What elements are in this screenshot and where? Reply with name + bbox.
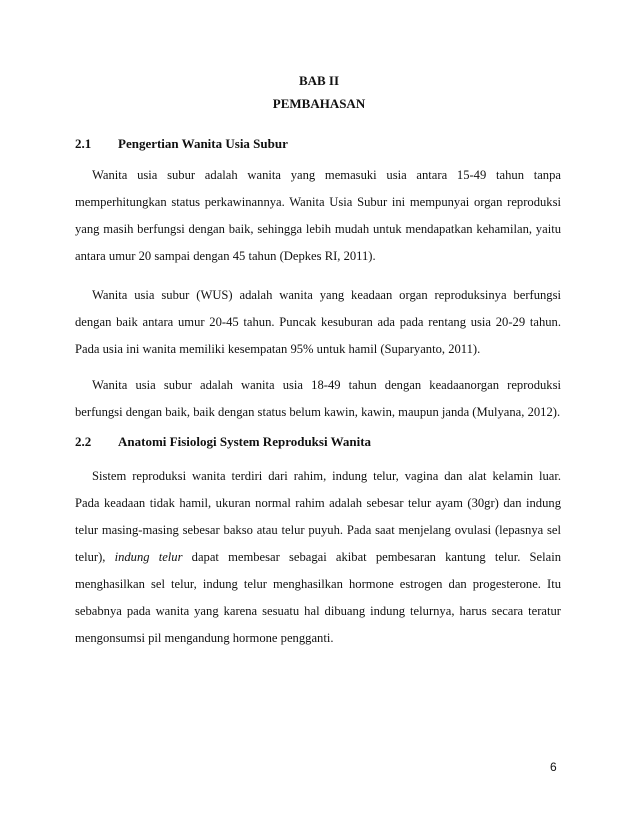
- paragraph: [75, 375, 561, 429]
- paragraph: [75, 466, 561, 655]
- section-heading: [75, 136, 288, 152]
- paragraph-line: menghasilkan sel telur, indung telur menghasilkan hormone estrogen dan progesterone. Itu: [75, 577, 561, 591]
- text-span: dapat membesar sebagai akibat pembesaran kantung telur. Selain: [191, 550, 561, 564]
- paragraph-line: Sistem reproduksi wanita terdiri dari rahim, indung telur, vagina dan alat kelamin luar.: [92, 469, 561, 483]
- paragraph-line: sebabnya pada wanita yang karena sesuatu hal dibuang indung telurnya, harus secara teratur: [75, 604, 561, 618]
- paragraph-line: dengan baik antara umur 20-45 tahun. Puncak kesuburan ada pada rentang usia 20-29 tahun.: [75, 315, 561, 329]
- section-title: Anatomi Fisiologi System Reproduksi Wanita: [118, 434, 372, 449]
- paragraph-line: Pada keadaan tidak hamil, ukuran normal rahim adalah sebesar telur ayam (30gr) dan indung: [75, 496, 561, 510]
- section-title: Pengertian Wanita Usia Subur: [118, 136, 288, 151]
- text-span: telur),: [75, 550, 106, 564]
- section-number: 2.2: [75, 434, 92, 449]
- paragraph-line: Wanita usia subur adalah wanita usia 18-49 tahun dengan keadaanorgan reproduksi: [92, 378, 561, 392]
- chapter-title: PEMBAHASAN: [272, 96, 366, 111]
- paragraph-line: mengonsumsi pil mengandung hormone pengganti.: [75, 631, 334, 645]
- chapter-label: BAB II: [298, 73, 340, 88]
- paragraph-line: [75, 547, 561, 574]
- paragraph-line: yang masih berfungsi dengan baik, sehingga lebih mudah untuk mendapatkan kehamilan, yaitu: [75, 222, 561, 236]
- paragraph-line: antara umur 20 sampai dengan 45 tahun (Depkes RI, 2011).: [75, 249, 376, 263]
- page-number: 6: [550, 760, 557, 774]
- italic-term: indung telur: [114, 550, 183, 564]
- section-heading: [75, 434, 371, 450]
- paragraph-line: memperhitungkan status perkawinannya. Wanita Usia Subur ini mempunyai organ reproduksi: [75, 195, 561, 209]
- paragraph-line: Wanita usia subur adalah wanita yang memasuki usia antara 15-49 tahun tanpa: [92, 168, 561, 182]
- section-number: 2.1: [75, 136, 92, 151]
- paragraph-line: berfungsi dengan baik, baik dengan status belum kawin, kawin, maupun janda (Mulyana, 2012).: [75, 405, 561, 419]
- paragraph: [75, 285, 561, 366]
- paragraph-line: Pada usia ini wanita memiliki kesempatan 95% untuk hamil (Suparyanto, 2011).: [75, 342, 481, 356]
- paragraph: [75, 165, 561, 273]
- paragraph-line: Wanita usia subur (WUS) adalah wanita yang keadaan organ reproduksinya berfungsi: [92, 288, 561, 302]
- paragraph-line: telur masing-masing sebesar bakso atau telur puyuh. Pada saat menjelang ovulasi (lepasnya sel: [75, 523, 561, 537]
